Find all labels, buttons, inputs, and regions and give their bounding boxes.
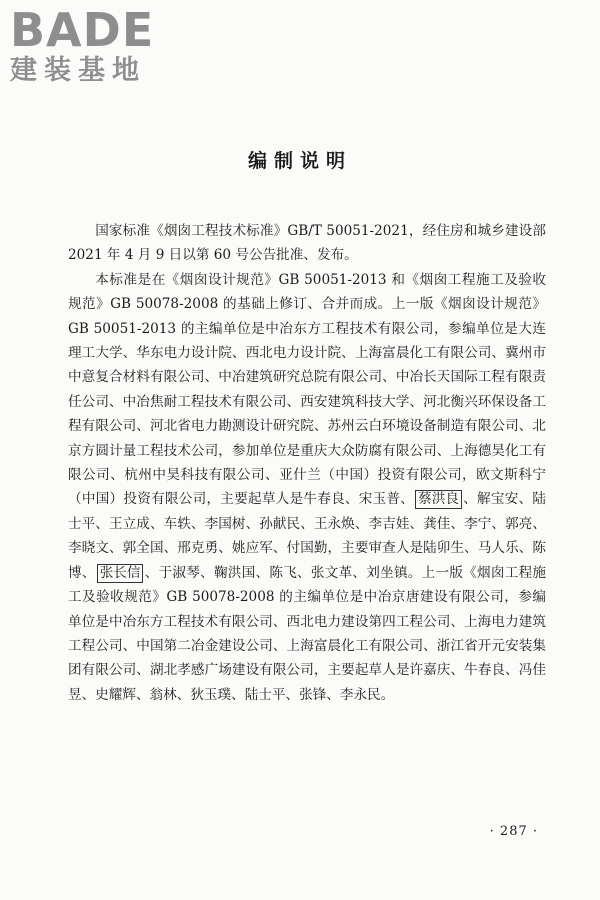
page-title: 编制说明 bbox=[247, 150, 352, 172]
paragraph-history bbox=[68, 268, 546, 707]
page-number: · 287 · bbox=[489, 824, 538, 839]
logo-subtitle: 建装基地 bbox=[10, 55, 146, 86]
logo-mark: BADE bbox=[10, 3, 155, 57]
paragraph-history-text-3: 、于淑琴、鞠洪国、陈飞、张文革、刘坐镇。上一版《烟囱工程施工及验收规范》GB 50078-2008 的主编单位是中冶京唐建设有限公司，参编单位是中冶东方工程技术有限公司、西北电力建设第四工程公司、上海电力建筑工程公司、中国第二冶金建设公司、上海富晨化工有限公司、浙江省开元安装集团有限公司、湖北孝感广场建设有限公司，主要起草人是许嘉庆、牛春良、冯佳昱、史耀辉、翁林、狄玉璞、陆士平、张锋、李永民。 bbox=[68, 564, 547, 703]
boxed-name-1: 蔡洪良 bbox=[415, 490, 462, 509]
paragraph-approval: 国家标准《烟囱工程技术标准》GB/T 50051-2021，经住房和城乡建设部 2021 年 4 月 9 日以第 60 号公告批准、发布。 bbox=[68, 223, 546, 264]
paragraph-history-text-1: 本标准是在《烟囱设计规范》GB 50051-2013 和《烟囱工程施工及验收规范》GB 50078-2008 的基础上修订、合并而成。上一版《烟囱设计规范》GB 50051-2013 的主编单位是中冶东方工程技术有限公司，参编单位是大连理工大学、华东电力设计院、西北电力设计院、上海富晨化工有限公司、冀州市中意复合材料有限公司、中冶建筑研究总院有限公司、中冶长天国际工程有限责任公司、中冶焦耐工程技术有限公司、西安建筑科技大学、河北衡兴环保设备工程有限公司、河北省电力勘测设计研究院、苏州云白环境设备制造有限公司、北京方圆计量工程技术公司，参加单位是重庆大众防腐有限公司、上海德昊化工有限公司、杭州中昊科技有限公司、亚什兰（中国）投资有限公司，欧文斯科宁（中国）投资有限公司，主要起草人是牛春良、宋玉普、 bbox=[68, 271, 546, 508]
paragraph-history-text-2: 、解宝安、陆士平、王立成、车轶、李国树、孙献民、王永焕、李吉娃、龚佳、李宁、郭亮、李晓文、郭全国、邢克勇、姚应军、付国勤，主要审查人是陆卯生、马人乐、陈博、 bbox=[68, 491, 547, 581]
boxed-name-2: 张长信 bbox=[97, 564, 144, 583]
logo bbox=[10, 3, 155, 86]
document-body bbox=[68, 219, 546, 707]
